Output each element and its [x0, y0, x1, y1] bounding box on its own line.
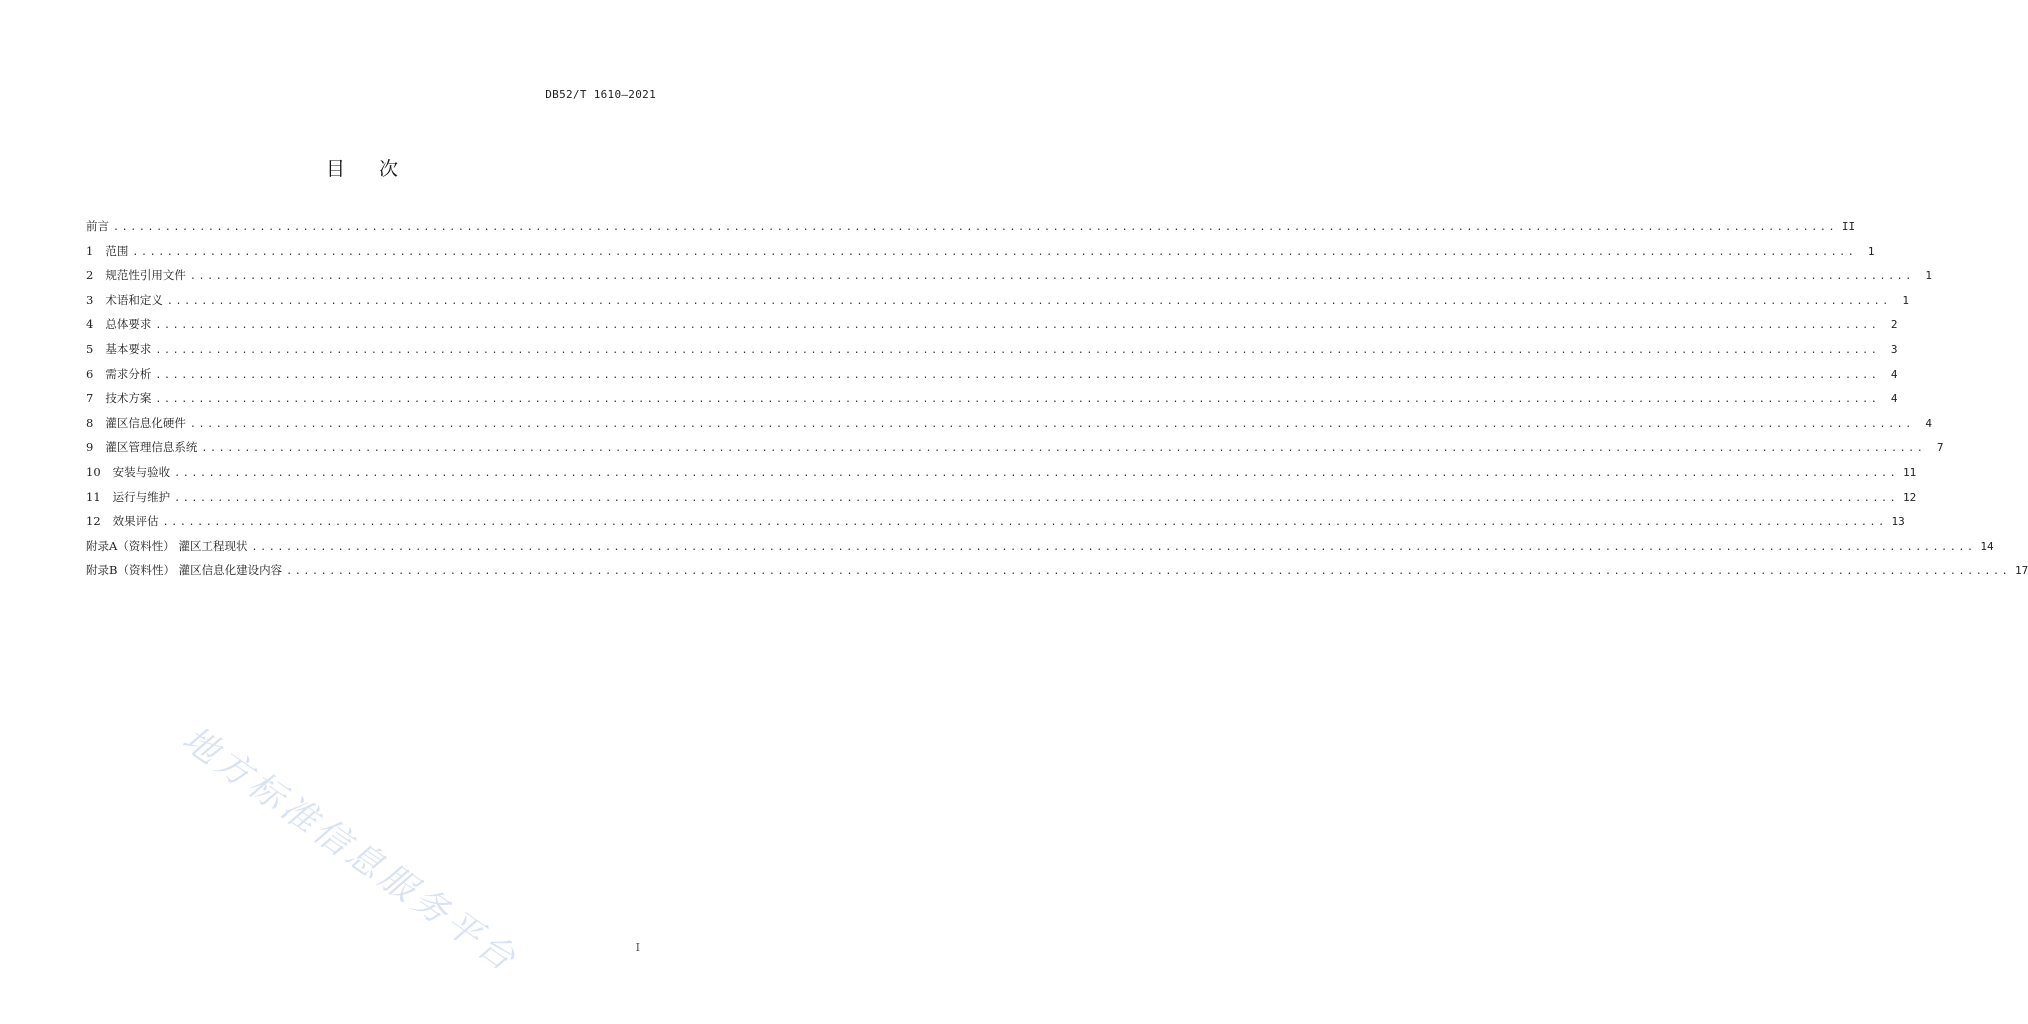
dot-leader: ........................................................................................................................................................................................................ [162, 517, 1887, 529]
toc-entry-label: 附录A（资料性） 灌区工程现状 [86, 538, 248, 553]
toc-entry-label: 前言 [86, 219, 109, 233]
toc-entry-label: 2 规范性引用文件 [86, 268, 186, 283]
toc-entry[interactable] [86, 341, 1898, 366]
dot-leader: ........................................................................................................................................................................................................ [189, 271, 1914, 283]
toc-entry-label: 11 运行与维护 [86, 489, 171, 504]
toc-entry-page: 4 [1890, 392, 1898, 406]
toc-entry-page: 14 [1980, 539, 1994, 553]
toc-entry-page: 4 [1890, 367, 1898, 381]
dot-leader: ........................................................................................................................................................................................................ [155, 320, 1880, 332]
toc-entry-label: 8 灌区信息化硬件 [86, 415, 186, 430]
dot-leader: ........................................................................................................................................................................................................ [174, 467, 1899, 479]
page-title: 目次 [325, 158, 432, 180]
document-code: DB52/T 1610—2021 [545, 88, 656, 101]
dot-leader: ........................................................................................................................................................................................................ [189, 418, 1914, 430]
toc-entry-label: 10 安装与验收 [86, 464, 171, 479]
toc-entry-label: 1 范围 [86, 243, 129, 258]
toc-entry[interactable] [86, 415, 1932, 440]
toc-entry[interactable] [86, 464, 1917, 489]
toc-entry-label: 3 术语和定义 [86, 292, 163, 307]
toc-entry[interactable] [86, 439, 1944, 464]
toc-entry[interactable] [86, 513, 1905, 538]
dot-leader: ........................................................................................................................................................................................................ [174, 492, 1899, 504]
toc-entry[interactable] [86, 218, 1856, 243]
toc-entry-label: 6 需求分析 [86, 366, 152, 381]
dot-leader: ........................................................................................................................................................................................................ [113, 222, 1838, 233]
toc-entry-label: 9 灌区管理信息系统 [86, 440, 198, 455]
toc-entry-page: 1 [1925, 269, 1932, 283]
toc-entry-page: 17 [2014, 564, 2028, 578]
toc-entry-page: II [1841, 220, 1856, 233]
watermark: 地方标准信息服务平台 [174, 719, 526, 982]
toc-entry-page: 4 [1925, 416, 1932, 430]
toc-entry[interactable] [86, 390, 1898, 415]
dot-leader: ........................................................................................................................................................................................................ [166, 295, 1891, 307]
toc-entry-number: 3 [86, 292, 94, 307]
dot-leader: ........................................................................................................................................................................................................ [155, 369, 1880, 381]
toc-entry-page: 1 [1867, 244, 1875, 258]
dot-leader: ........................................................................................................................................................................................................ [201, 443, 1926, 455]
toc-entry-number: 12 [86, 514, 101, 529]
dot-leader: ........................................................................................................................................................................................................ [155, 394, 1880, 406]
dot-leader: ........................................................................................................................................................................................................ [132, 246, 1857, 258]
toc-entry-label: 12 效果评估 [86, 514, 159, 529]
dot-leader: ........................................................................................................................................................................................................ [286, 566, 2011, 578]
toc-entry-number: 6 [86, 366, 94, 381]
toc-entry[interactable] [86, 489, 1917, 514]
toc-entry-number: 8 [86, 415, 94, 430]
toc-entry-label: 5 基本要求 [86, 341, 152, 356]
toc-entry-number: 1 [86, 243, 94, 258]
toc-entry-page: 11 [1903, 465, 1917, 479]
toc-entry-number: 9 [86, 440, 94, 455]
toc-entry-appendix[interactable] [86, 562, 2028, 587]
toc-entry-page: 3 [1890, 342, 1898, 356]
toc-entry-page: 2 [1890, 318, 1898, 332]
toc-entry-number: 2 [86, 268, 94, 283]
toc-entry-page: 7 [1936, 441, 1944, 455]
toc-entry-label: 7 技术方案 [86, 391, 152, 406]
dot-leader: ........................................................................................................................................................................................................ [251, 541, 1976, 553]
toc-entry[interactable] [86, 316, 1898, 341]
toc-entry-page: 1 [1902, 293, 1909, 307]
dot-leader: ........................................................................................................................................................................................................ [155, 344, 1880, 356]
table-of-contents [86, 218, 2028, 587]
toc-entry-appendix[interactable] [86, 538, 1994, 563]
toc-entry[interactable] [86, 243, 1875, 268]
toc-entry-page: 13 [1891, 515, 1905, 529]
toc-entry-number: 5 [86, 341, 94, 356]
toc-entry-page: 12 [1903, 490, 1917, 504]
toc-entry[interactable] [86, 366, 1898, 391]
toc-entry-number: 4 [86, 317, 94, 332]
toc-entry-number: 10 [86, 464, 101, 479]
toc-entry-number: 11 [86, 489, 101, 504]
toc-entry-label: 附录B（资料性） 灌区信息化建设内容 [86, 563, 283, 578]
toc-entry-number: 7 [86, 391, 94, 406]
toc-entry-label: 4 总体要求 [86, 317, 152, 332]
toc-entry[interactable] [86, 267, 1932, 292]
toc-entry[interactable] [86, 292, 1909, 317]
page-number: I [635, 941, 640, 954]
